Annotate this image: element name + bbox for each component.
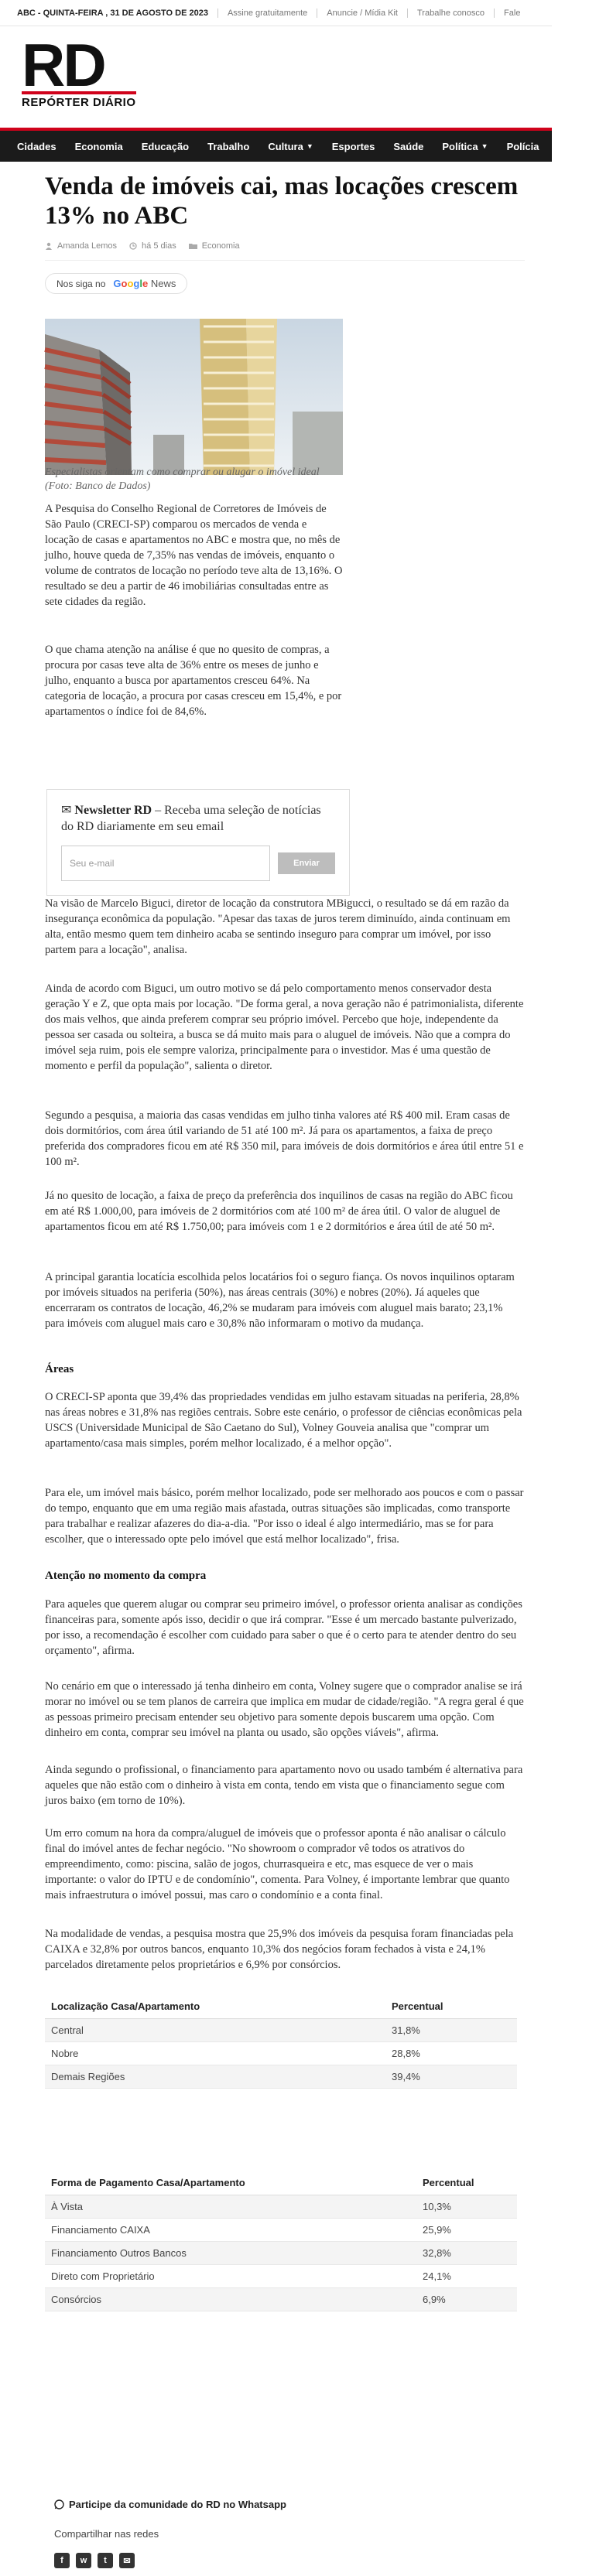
nav-item-saude[interactable] — [393, 141, 433, 152]
paragraph: Para ele, um imóvel mais básico, porém melhor localizado, pode ser melhorado aos poucos e com o passar do tempo, enquanto que em uma região mais afastada, outras situações são implicadas, como transporte para trabalhar e realizar afazeres do dia-a-dia. "Por isso o ideal é algo intermediário, mas se for para escolher, que o interessado opte pelo imóvel que está melhor localizado", frisa. — [45, 1487, 524, 1546]
folder-icon — [189, 242, 197, 250]
table-row — [45, 2042, 517, 2065]
table-cell: 25,9% — [416, 2219, 517, 2242]
table-header-row — [45, 2171, 517, 2195]
nav-label: Esportes — [331, 140, 375, 152]
table-header: Percentual — [416, 2171, 517, 2195]
newsletter-form — [61, 846, 335, 881]
nav-item-cidades[interactable] — [17, 141, 66, 152]
link-subscribe[interactable]: Assine gratuitamente — [217, 9, 317, 18]
follow-label: Nos siga no — [57, 278, 106, 289]
nav-label: Saúde — [393, 140, 424, 152]
table-header: Percentual — [385, 1994, 517, 2019]
location-table — [45, 1994, 517, 2089]
nav-item-mais[interactable] — [557, 141, 589, 152]
table-cell: Nobre — [45, 2042, 385, 2065]
article-header — [45, 172, 525, 294]
newsletter-title-bold: Newsletter RD — [74, 804, 152, 817]
nav-item-educacao[interactable] — [142, 141, 198, 152]
email-icon[interactable]: ✉ — [119, 2553, 135, 2568]
nav-item-trabalho[interactable] — [207, 141, 259, 152]
whatsapp-icon — [54, 2499, 64, 2509]
table-cell: 6,9% — [416, 2288, 517, 2311]
google-news-follow[interactable] — [45, 273, 187, 294]
article-meta — [45, 241, 525, 261]
nav-label: Economia — [74, 140, 123, 152]
article-photo — [45, 319, 343, 475]
current-date: ABC - QUINTA-FEIRA , 31 DE AGOSTO DE 2023 — [17, 8, 208, 18]
table-header-row — [45, 1994, 517, 2019]
link-advertise[interactable]: Anuncie / Mídia Kit — [317, 9, 407, 18]
table-row — [45, 2019, 517, 2042]
table-cell: Financiamento Outros Bancos — [45, 2242, 416, 2265]
paragraph: Na modalidade de vendas, a pesquisa mostra que 25,9% dos imóveis da pesquisa foram financiadas pela CAIXA e 32,8% por outros bancos, enquanto 10,3% dos negócios foram fechados à vista e 24,1% parcelados diretamente pelos proprietários e 6,9% por consórcios. — [45, 1928, 514, 1971]
nav-label: Educação — [141, 140, 190, 152]
whatsapp-icon[interactable]: w — [76, 2553, 91, 2568]
user-icon — [45, 242, 53, 250]
chevron-down-icon: ▼ — [306, 142, 313, 150]
link-contact[interactable]: Fale — [494, 9, 529, 18]
author[interactable] — [45, 241, 117, 251]
newsletter-title-text: – Receba uma seleção de notícias do RD diariamente em seu email — [61, 804, 321, 833]
table-row — [45, 2242, 517, 2265]
payment-table — [45, 2171, 517, 2311]
paragraph: O que chama atenção na análise é que no quesito de compras, a procura por casas teve alta de 36% entre os meses de junho e julho, enquanto a busca por apartamentos cresceu 64%. Na categoria de locação, a procura por casas cresceu em 15,4%, e por apartamentos o índice foi de 84,6%. — [45, 644, 342, 718]
top-bar — [0, 0, 552, 26]
facebook-icon[interactable]: f — [54, 2553, 70, 2568]
paragraph: Ainda segundo o profissional, o financiamento para apartamento novo ou usado também é alternativa para aqueles que não estão com o dinheiro à vista em conta, tendo em vista que o financiamento segue com juros baixo (em torno de 10%). — [45, 1764, 523, 1807]
photo-caption: Especialistas orientam como comprar ou alugar o imóvel ideal (Foto: Banco de Dados) — [45, 466, 320, 492]
section-heading: Áreas — [45, 1363, 74, 1375]
paragraph: Já no quesito de locação, a faixa de preço da preferência dos inquilinos de casas na região do ABC ficou em até R$ 1.000,00, para imóveis de 2 dormitórios com até 100 m² de área útil. O valor de aluguel de apartamentos ficou em até R$ 1.750,00; para imóveis com 1 e 2 dormitórios e área útil de até 50 m². — [45, 1190, 513, 1233]
building-photo-image — [45, 319, 343, 475]
logo-name: REPÓRTER DIÁRIO — [22, 91, 136, 109]
whatsapp-community-link[interactable] — [54, 2499, 286, 2510]
paragraph: Na visão de Marcelo Biguci, diretor de locação da construtora MBigucci, o resultado se dá em razão da insegurança econômica da população. "Apesar das taxas de juros terem diminuído, ainda continuam em alta, então mesmo quem tem dinheiro acaba se sentindo inseguro para comprar um imóvel, por isso partem para a locação", analisa. — [45, 897, 511, 956]
nav-label: Mais — [557, 140, 580, 152]
link-work-with-us[interactable]: Trabalhe conosco — [407, 9, 494, 18]
nav-item-policia[interactable] — [507, 141, 549, 152]
logo-mark: RD — [22, 31, 104, 99]
paragraph: No cenário em que o interessado já tenha dinheiro em conta, Volney sugere que o comprador analise se irá morar no imóvel ou se tem planos de carreira que implica em mudar de cidade/região. "A regra geral é que as pessoas primeiro precisam entender seu objetivo para somente depois buscarem uma opção. Com dinheiro em conta, comprar seu imóvel na planta ou usado, são opções viáveis", afirma. — [45, 1680, 524, 1739]
table-header: Forma de Pagamento Casa/Apartamento — [45, 2171, 416, 2195]
nav-label: Política — [442, 140, 478, 152]
section-heading: Atenção no momento da compra — [45, 1570, 207, 1582]
table-header: Localização Casa/Apartamento — [45, 1994, 385, 2019]
table-row — [45, 2265, 517, 2288]
time-text: há 5 dias — [142, 241, 176, 251]
table-cell: À Vista — [45, 2195, 416, 2219]
table-cell: Central — [45, 2019, 385, 2042]
google-news-logo: Google News — [113, 278, 176, 289]
main-navigation — [0, 128, 580, 162]
chevron-down-icon: ▼ — [481, 142, 488, 150]
table-cell: Direto com Proprietário — [45, 2265, 416, 2288]
email-input[interactable]: Seu e-mail — [61, 846, 270, 881]
paragraph: A Pesquisa do Conselho Regional de Corretores de Imóveis de São Paulo (CRECI-SP) comparou os mercados de venda e locação de casas e apartamentos no ABC e mostra que, no mês de julho, houve queda de 7,35% nas vendas de imóveis, enquanto o volume de contratos de locação no período teve alta de 13,16%. O resultado se deu a partir de 46 imobiliárias consultadas entre as sete cidades da região. — [45, 503, 343, 608]
nav-item-cultura[interactable] — [268, 141, 322, 152]
table-cell: 10,3% — [416, 2195, 517, 2219]
nav-label: Cultura — [268, 140, 303, 152]
table-row — [45, 2195, 517, 2219]
table-cell: Consórcios — [45, 2288, 416, 2311]
nav-label: Trabalho — [207, 140, 250, 152]
category[interactable] — [189, 241, 240, 251]
nav-label: Cidades — [17, 140, 57, 152]
paragraph: Um erro comum na hora da compra/aluguel de imóveis que o professor aponta é não analisar o cálculo final do imóvel antes de fechar negócio. "No showroom o comprador vê todos os atrativos do empreendimento, como: piscina, salão de jogos, churrasqueira e etc, mas esquece de ver o mais importante: o valor do IPTU e de condomínio", comenta. Para Volney, é importante lembrar que quanto mais infraestrutura o imóvel possui, mas caro o condomínio e a conta final. — [45, 1827, 510, 1901]
nav-item-politica[interactable] — [442, 141, 497, 152]
envelope-icon: ✉ — [61, 804, 72, 817]
nav-label: Polícia — [506, 140, 539, 152]
nav-item-economia[interactable] — [75, 141, 132, 152]
article-title: Venda de imóveis cai, mas locações crescem 13% no ABC — [45, 173, 519, 230]
table-cell: 32,8% — [416, 2242, 517, 2265]
publish-time — [129, 241, 176, 251]
newsletter-box — [46, 789, 350, 896]
table-cell: 24,1% — [416, 2265, 517, 2288]
table-cell: 39,4% — [385, 2065, 517, 2089]
table-row — [45, 2219, 517, 2242]
paragraph: Para aqueles que querem alugar ou comprar seu primeiro imóvel, o professor orienta analisar as condições financeiras para, somente após isso, decidir o que irá comprar. "Esse é um mercado bastante pulverizado, por isso, a recomendação é escolher com cuidado para saber o que é o certo para te atender dentro do seu orçamento", afirma. — [45, 1598, 522, 1657]
paragraph: O CRECI-SP aponta que 39,4% das propriedades vendidas em julho estavam situadas na periferia, 28,8% nas áreas nobres e 31,8% nas regiões centrais. Sobre este cenário, o professor de ciências econômicas pela USCS (Universidade Municipal de São Caetano do Sul), Volney Gouveia analisa que "comprar um apartamento/casa mais simples, porém melhor localizado, é a melhor opção". — [45, 1391, 522, 1450]
newsletter-title — [61, 802, 335, 835]
paragraph: Segundo a pesquisa, a maioria das casas vendidas em julho tinha valores até R$ 400 mil. Eram casas de dois dormitórios, com área útil variando de 51 até 100 m². Já para os apartamentos, a faixa de preço preferida dos compradores ficou em até R$ 350 mil, para imóveis de dois dormitórios e área útil entre 51 e 100 m². — [45, 1109, 524, 1168]
share-label: Compartilhar nas redes — [54, 2528, 159, 2540]
twitter-icon[interactable]: t — [98, 2553, 113, 2568]
site-logo[interactable] — [22, 31, 169, 110]
table-cell: Demais Regiões — [45, 2065, 385, 2089]
table-cell: 31,8% — [385, 2019, 517, 2042]
table-row — [45, 2065, 517, 2089]
table-cell: Financiamento CAIXA — [45, 2219, 416, 2242]
nav-item-esportes[interactable] — [332, 141, 385, 152]
paragraph: A principal garantia locatícia escolhida pelos locatários foi o seguro fiança. Os novos inquilinos optaram por imóveis situados na periferia (50%), nas áreas centrais (30%) e nobres (20%). Já aqueles que encerraram os contratos de locação, 46,2% se mudaram para imóveis com aluguel mais barato; 23,1% para imóveis com aluguel mais caro e 30,8% não informaram o motivo da mudança. — [45, 1271, 515, 1330]
subscribe-button[interactable]: Enviar — [278, 852, 335, 874]
community-text: Participe da comunidade do RD no Whatsapp — [69, 2499, 286, 2510]
author-name: Amanda Lemos — [57, 241, 118, 251]
paragraph: Ainda de acordo com Biguci, um outro motivo se dá pelo comportamento menos conservador desta geração Y e Z, que opta mais por locação. "De forma geral, a nova geração não é patrimonialista, diferente dos mais velhos, que ainda preferem comprar seu próprio imóvel. Percebo que hoje, independente da pessoa ser casada ou solteira, a busca se dá muito mais para o aluguel de imóveis. Não que a compra do imóvel seja ruim, pois ele sempre valoriza, principalmente para o investidor. Mas é uma questão de momento e perfil da população", salienta o diretor. — [45, 982, 524, 1072]
table-row — [45, 2288, 517, 2311]
category-text: Economia — [201, 241, 240, 251]
table-cell: 28,8% — [385, 2042, 517, 2065]
share-buttons — [54, 2553, 135, 2568]
clock-icon — [129, 242, 137, 250]
